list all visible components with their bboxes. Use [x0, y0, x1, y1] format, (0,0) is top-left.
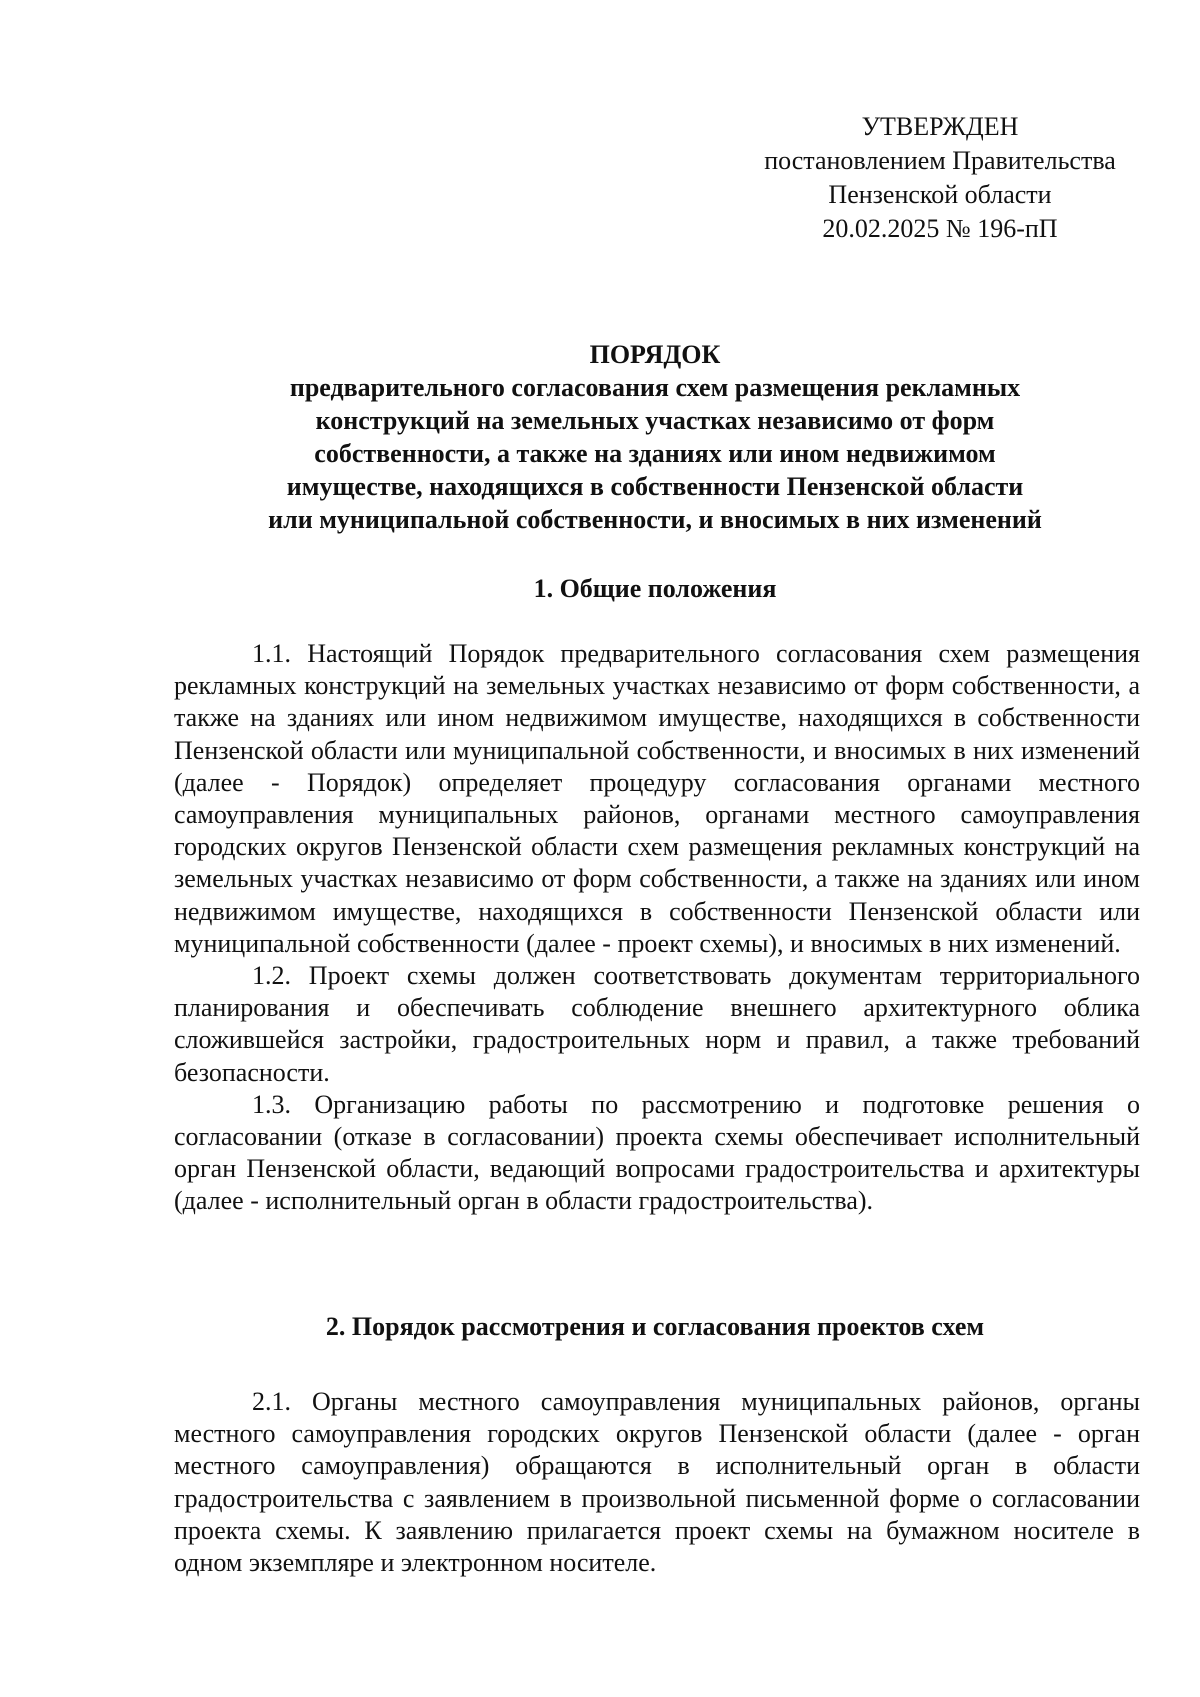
title-line-6: или муниципальной собственности, и вносимых в них изменений	[268, 505, 1042, 534]
title-line-1: ПОРЯДОК	[589, 340, 721, 369]
approval-line-1: УТВЕРЖДЕН	[861, 112, 1019, 141]
section-1-heading: 1. Общие положения	[533, 574, 777, 603]
title-line-4: собственности, а также на зданиях или ином недвижимом	[314, 439, 996, 468]
section-2-heading: 2. Порядок рассмотрения и согласования проектов схем	[325, 1312, 985, 1341]
paragraph-1-2: 1.2. Проект схемы должен соответствовать документам территориального планирования и обеспечивать соблюдение внешнего архитектурного облика сложившейся застройки, градостроительных норм и правил, а также требований безопасности.	[174, 961, 1140, 1087]
title-line-2: предварительного согласования схем размещения рекламных	[289, 373, 1021, 402]
approval-line-2: постановлением Правительства	[764, 146, 1116, 175]
section-1-body	[174, 638, 1140, 1218]
paragraph-1-1: 1.1. Настоящий Порядок предварительного согласования схем размещения рекламных конструкций на земельных участках независимо от форм собственности, а также на зданиях или ином недвижимом имуществе, находящихся в собственности Пензенской области или муниципальной собственности, и вносимых в них изменений (далее - Порядок) определяет процедуру согласования органами местного самоуправления муниципальных районов, органами местного самоуправления городских округов Пензенской области схем размещения рекламных конструкций на земельных участках независимо от форм собственности, а также на зданиях или ином недвижимом имуществе, находящихся в собственности Пензенской области или муниципальной собственности (далее - проект схемы), и вносимых в них изменений.	[174, 639, 1140, 958]
approval-line-3: Пензенской области	[828, 180, 1052, 209]
approval-stamp	[760, 110, 1120, 246]
approval-line-4: 20.02.2025 № 196-пП	[822, 214, 1058, 243]
title-line-3: конструкций на земельных участках независимо от форм	[315, 406, 995, 435]
paragraph-1-3: 1.3. Организацию работы по рассмотрению и подготовке решения о согласовании (отказе в согласовании) проекта схемы обеспечивает исполнительный орган Пензенской области, ведающий вопросами градостроительства и архитектуры (далее - исполнительный орган в области градостроительства).	[174, 1089, 1140, 1216]
document-title	[170, 338, 1140, 536]
title-line-5: имуществе, находящихся в собственности Пензенской области	[286, 472, 1024, 501]
section-2-body	[174, 1386, 1140, 1579]
paragraph-2-1: 2.1. Органы местного самоуправления муниципальных районов, органы местного самоуправления городских округов Пензенской области (далее - орган местного самоуправления) обращаются в исполнительный орган в области градостроительства с заявлением в произвольной письменной форме о согласовании проекта схемы. К заявлению прилагается проект схемы на бумажном носителе в одном экземпляре и электронном носителе.	[174, 1387, 1140, 1578]
